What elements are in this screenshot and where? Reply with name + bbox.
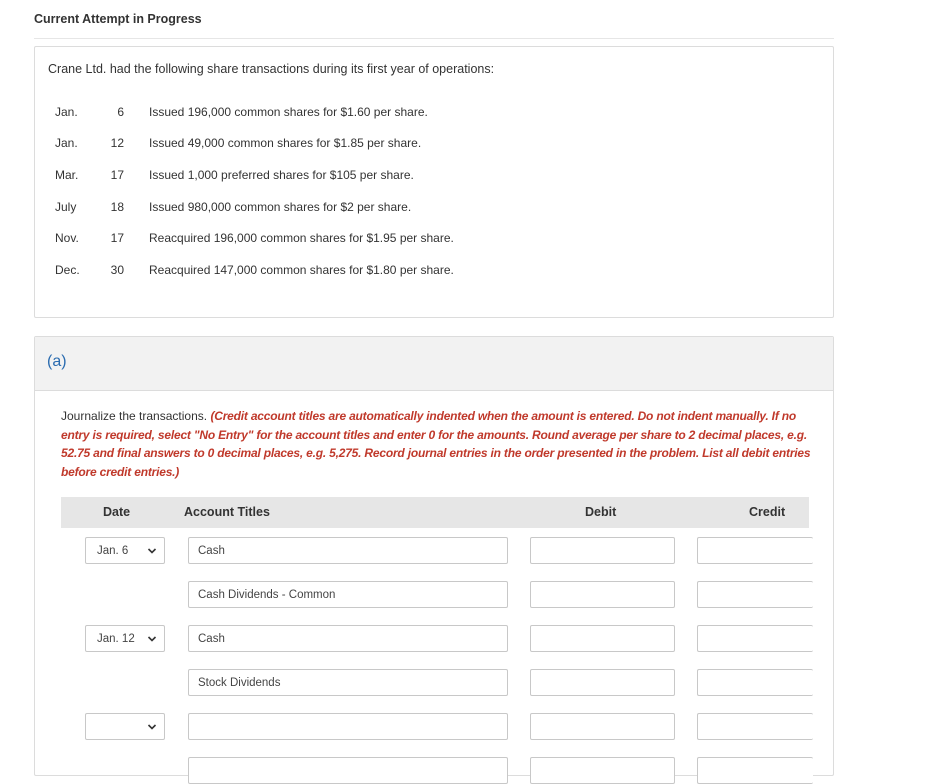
transaction-description: Issued 49,000 common shares for $1.85 per share. [149, 136, 422, 150]
chevron-down-icon [147, 546, 157, 556]
account-column-header: Account Titles [184, 505, 270, 519]
part-label: (a) [47, 353, 67, 370]
account-title-input[interactable] [188, 669, 508, 696]
part-a-header [35, 337, 833, 391]
date-select[interactable] [85, 537, 165, 564]
transaction-day: 6 [117, 105, 124, 119]
transaction-day: 17 [110, 231, 124, 245]
account-title-value: Cash [198, 545, 225, 557]
account-title-input[interactable] [188, 757, 508, 784]
transaction-description: Issued 980,000 common shares for $2 per share. [149, 200, 412, 214]
credit-input[interactable] [697, 537, 813, 564]
transaction-month: July [55, 200, 77, 214]
debit-column-header: Debit [585, 505, 617, 519]
credit-input[interactable] [697, 581, 813, 608]
chevron-down-icon [147, 634, 157, 644]
transaction-month: Jan. [55, 105, 78, 119]
debit-input[interactable] [530, 625, 675, 652]
page-title: Current Attempt in Progress [34, 12, 202, 26]
date-column-header: Date [103, 505, 131, 519]
chevron-down-icon [147, 722, 157, 732]
transaction-month: Jan. [55, 136, 78, 150]
header-divider [34, 38, 834, 39]
transaction-day: 12 [110, 136, 124, 150]
transaction-day: 17 [110, 168, 124, 182]
account-title-value: Stock Dividends [198, 677, 281, 689]
transaction-description: Reacquired 147,000 common shares for $1.80 per share. [149, 263, 454, 277]
instruction-lead: Journalize the transactions. [61, 409, 208, 423]
credit-input[interactable] [697, 669, 813, 696]
journal-header [61, 497, 809, 528]
account-title-input[interactable] [188, 537, 508, 564]
date-select[interactable] [85, 713, 165, 740]
transaction-day: 30 [110, 263, 124, 277]
transaction-month: Mar. [55, 168, 79, 182]
transaction-description: Reacquired 196,000 common shares for $1.95 per share. [149, 231, 454, 245]
transaction-day: 18 [110, 200, 124, 214]
credit-input[interactable] [697, 625, 813, 652]
problem-intro: Crane Ltd. had the following share transactions during its first year of operations: [48, 62, 495, 76]
credit-input[interactable] [697, 713, 813, 740]
debit-input[interactable] [530, 669, 675, 696]
transaction-month: Dec. [55, 263, 80, 277]
part-a-section [34, 336, 834, 776]
date-value: Jan. 12 [97, 633, 135, 645]
problem-statement [34, 46, 834, 318]
transaction-month: Nov. [55, 231, 79, 245]
account-title-input[interactable] [188, 625, 508, 652]
debit-input[interactable] [530, 757, 675, 784]
transaction-description: Issued 1,000 preferred shares for $105 per share. [149, 168, 414, 182]
debit-input[interactable] [530, 713, 675, 740]
account-title-value: Cash Dividends - Common [198, 589, 336, 601]
date-value: Jan. 6 [97, 545, 129, 557]
account-title-value: Cash [198, 633, 225, 645]
account-title-input[interactable] [188, 581, 508, 608]
date-select[interactable] [85, 625, 165, 652]
account-title-input[interactable] [188, 713, 508, 740]
instruction-note: (Credit account titles are automatically indented when the amount is entered. Do not indent manually. If no entry is required, select "No Entry" for the account titles and enter 0 for the amounts. Round average per share to 2 decimal places, e.g. 52.75 and final answers to 0 decimal places, e.g. 5,275. Record journal entries in the order presented in the problem. List all debit entries before credit entries.) [61, 409, 811, 479]
debit-input[interactable] [530, 537, 675, 564]
instructions [61, 407, 811, 481]
transaction-description: Issued 196,000 common shares for $1.60 per share. [149, 105, 428, 119]
debit-input[interactable] [530, 581, 675, 608]
credit-column-header: Credit [749, 505, 786, 519]
credit-input[interactable] [697, 757, 813, 784]
